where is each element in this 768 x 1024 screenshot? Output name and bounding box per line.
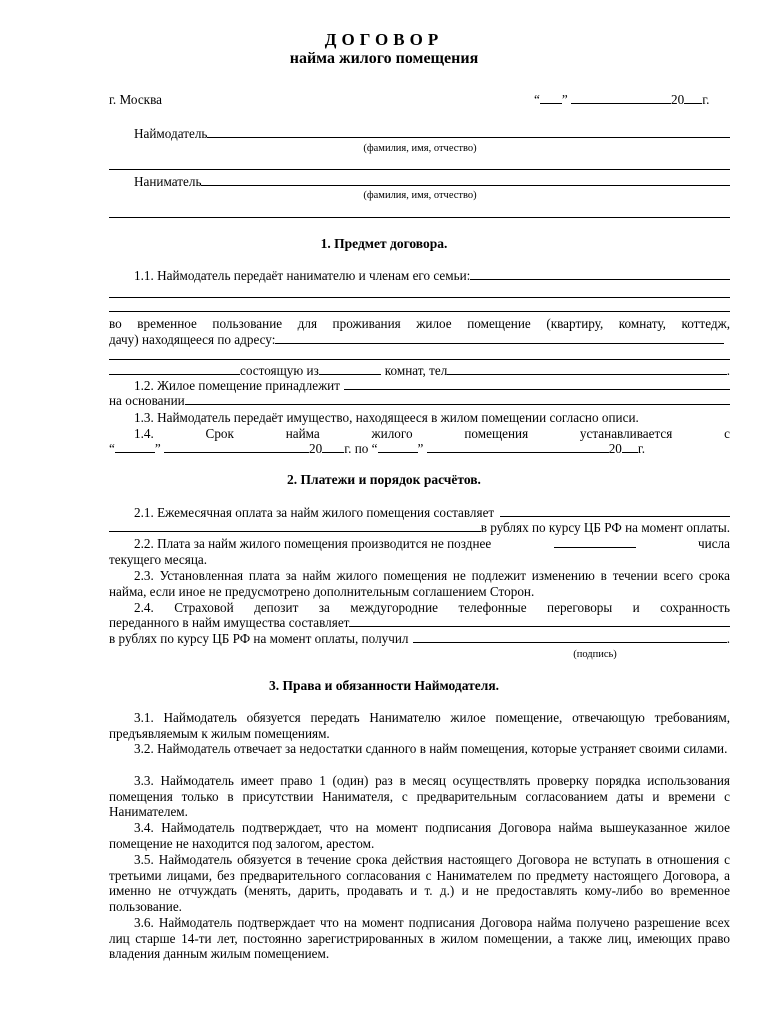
tenant-label: Наниматель [134, 174, 202, 189]
clause-2-4-cont: переданного в найм имущества составляет [109, 615, 730, 630]
tenant-extra-line[interactable] [109, 217, 730, 218]
address-line-2[interactable] [109, 359, 730, 360]
family-line-2[interactable] [109, 311, 730, 312]
rooms-field: состоящую из комнат, тел . [109, 363, 730, 378]
clause-2-3: 2.3. Установленная плата за найм жилого помещения не подлежит изменению в течении всего срока найма, если иное не предусмотрено дополнительным соглашением Сторон. [109, 568, 730, 599]
clause-2-4-receipt: в рублях по курсу ЦБ РФ на момент оплаты, получил . [109, 631, 730, 646]
basis-field: на основании [109, 393, 730, 408]
tenant-name-line[interactable] [201, 174, 730, 186]
city: г. Москва [109, 92, 162, 107]
clause-1-1: 1.1. Наймодатель передаёт нанимателю и членам его семьи: [109, 268, 730, 283]
landlord-extra-line[interactable] [109, 169, 730, 170]
clause-3-3: 3.3. Наймодатель имеет право 1 (один) раз в месяц осуществлять проверку порядка использования помещения только в присутствии Нанимателя, с предварительным согласованием даты и времени с Нанимателем. [109, 773, 730, 819]
clause-3-2: 3.2. Наймодатель отвечает за недостатки сданного в найм помещения, которые устраняет своими силами. [134, 741, 728, 756]
clause-2-2-cont: текущего месяца. [109, 552, 208, 567]
contract-date: “ ” 20 г. [534, 92, 710, 107]
family-line-1[interactable] [109, 297, 730, 298]
tenant-name-caption: (фамилия, имя, отчество) [363, 190, 477, 201]
signature-caption: (подпись) [573, 649, 617, 660]
clause-3-1: 3.1. Наймодатель обязуется передать Нанимателю жилое помещение, отвечающую требованиям, предъявляемым к жилым помещениям. [109, 710, 730, 741]
section-1-title: 1. Предмет договора. [320, 236, 448, 251]
signature-line[interactable] [413, 631, 727, 643]
landlord-label: Наймодатель [134, 126, 208, 141]
landlord-name-line[interactable] [207, 126, 730, 138]
address-field: дачу) находящееся по адресу: [109, 332, 730, 347]
clause-1-2: 1.2. Жилое помещение принадлежит [109, 378, 730, 393]
document-title: ДОГОВОР [324, 30, 444, 49]
section-3-title: 3. Права и обязанности Наймодателя. [268, 678, 500, 693]
clause-3-5: 3.5. Наймодатель обязуется в течение срока действия настоящего Договора не вступать в отношения с третьими лицами, без предварительного согласования с Нанимателем по предмету настоящего Договора, а именно не отчуждать (менять, дарить, продавать и т. д.) и не предоставлять кому-либо во временное пользование. [109, 852, 730, 914]
clause-3-6: 3.6. Наймодатель подтверждает что на момент подписания Договора найма получено разрешение всех лиц старше 14-ти лет, постоянно зарегистрированных в жилом помещении, а также лиц, имеющих право владения данным жилым помещением. [109, 915, 730, 961]
landlord-field [109, 126, 730, 141]
tenant-field [109, 174, 730, 189]
clause-3-4: 3.4. Наймодатель подтверждает, что на момент подписания Договора найма вышеуказанное жилое помещение не находится под залогом, арестом. [109, 820, 730, 851]
clause-2-4: 2.4. Страховой депозит за междугородние телефонные переговоры и сохранность [134, 600, 730, 615]
phone-line[interactable] [447, 363, 726, 375]
landlord-name-caption: (фамилия, имя, отчество) [363, 143, 477, 154]
clause-1-4-line-2: “ ” 20 г. по “ ” 20 г. [109, 441, 646, 456]
document-subtitle: найма жилого помещения [289, 50, 479, 67]
clause-2-1: 2.1. Ежемесячная оплата за найм жилого помещения составляет [109, 505, 730, 520]
address-line[interactable] [275, 332, 724, 344]
clause-2-2: 2.2. Плата за найм жилого помещения производится не позднее числа [134, 536, 730, 551]
clause-1-4-line-1: 1.4. Срок найма жилого помещения устанавливается с [134, 426, 730, 441]
temp-use-text: во временное пользование для проживания жилое помещение (квартиру, комнату, коттедж, [109, 316, 730, 331]
clause-1-3: 1.3. Наймодатель передаёт имущество, находящееся в жилом помещении согласно описи. [134, 410, 639, 425]
clause-2-1-cont: в рублях по курсу ЦБ РФ на момент оплаты. [109, 520, 730, 535]
section-2-title: 2. Платежи и порядок расчётов. [287, 472, 481, 487]
